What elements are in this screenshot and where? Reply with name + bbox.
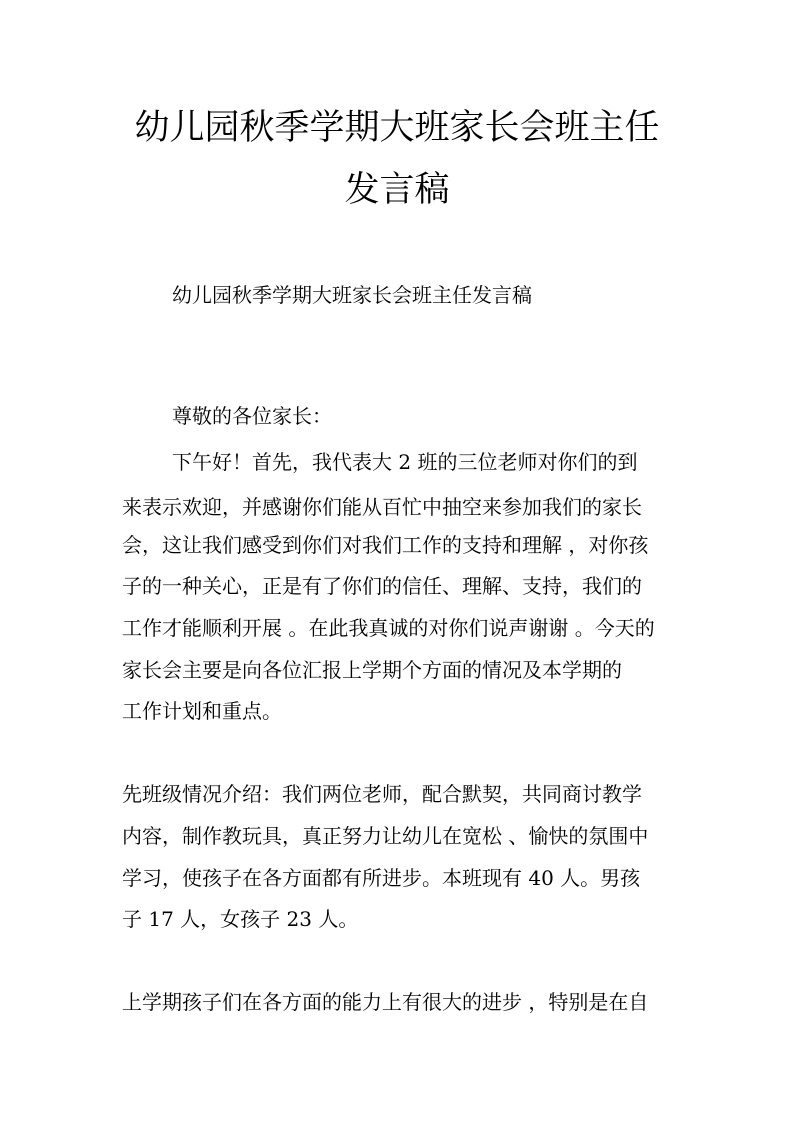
paragraph-1-line: 来表示欢迎，并感谢你们能从百忙中抽空来参加我们的家长: [122, 495, 642, 519]
paragraph-2-line: 学习，使孩子在各方面都有所进步。本班现有 40 人。男孩: [122, 866, 641, 890]
paragraph-1-line: 下午好！首先，我代表大 2 班的三位老师对你们的到: [172, 450, 638, 474]
paragraph-1-line: 工作计划和重点。: [122, 699, 282, 723]
subtitle: 幼儿园秋季学期大班家长会班主任发言稿: [172, 283, 532, 307]
paragraph-1-line: 家长会主要是向各位汇报上学期个方面的情况及本学期的: [122, 658, 622, 682]
paragraph-1-line: 会，这让我们感受到你们对我们工作的支持和理解 ，对你孩: [122, 533, 649, 557]
paragraph-1-line: 子的一种关心，正是有了你们的信任、理解、支持，我们的: [122, 574, 642, 598]
paragraph-2-line: 内容，制作教玩具，真正努力让幼儿在宽松 、愉快的氛围中: [122, 824, 649, 848]
greeting: 尊敬的各位家长：: [172, 404, 332, 428]
paragraph-2-line: 先班级情况介绍：我们两位老师，配合默契，共同商讨教学: [122, 782, 642, 806]
paragraph-2-line: 子 17 人，女孩子 23 人。: [122, 907, 359, 931]
document-title-line-1: 幼儿园秋季学期大班家长会班主任: [134, 108, 660, 148]
paragraph-3-line: 上学期孩子们在各方面的能力上有很大的进步 ，特别是在自: [122, 990, 649, 1014]
document-title-line-2: 发言稿: [344, 170, 450, 210]
paragraph-1-line: 工作才能顺利开展 。在此我真诚的对你们说声谢谢 。今天的: [122, 616, 655, 640]
